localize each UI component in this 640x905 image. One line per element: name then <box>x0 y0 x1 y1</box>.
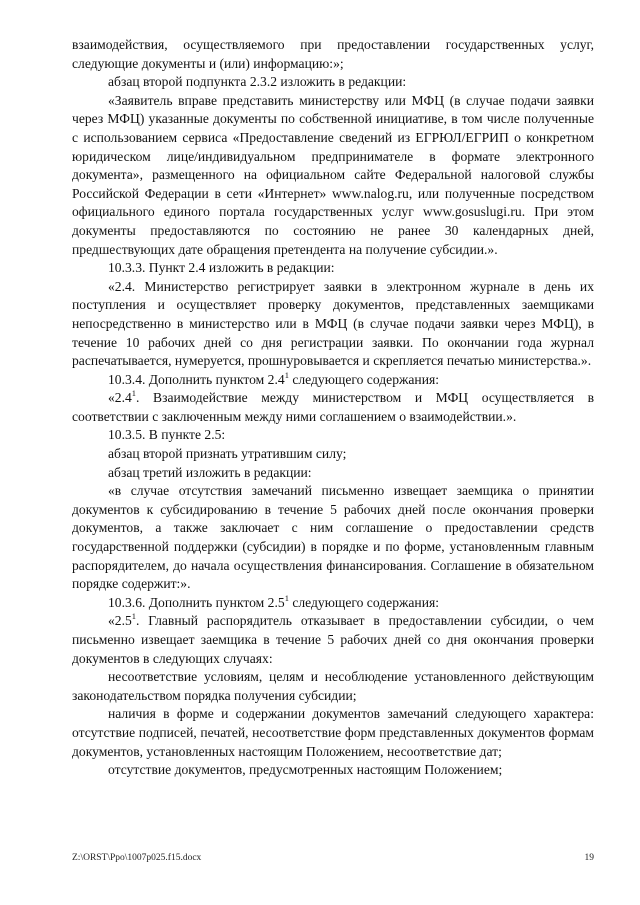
paragraph <box>72 389 594 426</box>
superscript: 1 <box>284 369 289 380</box>
paragraph-text: 10.3.6. Дополнить пунктом 2.5 <box>108 594 285 610</box>
paragraph: 10.3.3. Пункт 2.4 изложить в редакции: <box>108 260 335 276</box>
paragraph: абзац второй признать утратившим силу; <box>108 446 347 462</box>
superscript: 1 <box>284 592 289 603</box>
paragraph: несоответствие условиям, целям и несоблюдение установленного действующим законодательством порядка получения субсидии; <box>72 669 594 703</box>
superscript: 1 <box>131 388 137 399</box>
paragraph: отсутствие документов, предусмотренных настоящим Положением; <box>108 762 503 778</box>
superscript: 1 <box>131 611 137 622</box>
paragraph: наличия в форме и содержании документов замечаний следующего характера: отсутствие подписей, печатей, несоответствие форм представленных документов формам документов, установленных настоящим Положением, несоответствие дат; <box>72 706 594 759</box>
paragraph-text: 10.3.4. Дополнить пунктом 2.4 <box>108 371 285 387</box>
paragraph <box>72 612 594 668</box>
paragraph: «Заявитель вправе представить министерству или МФЦ (в случае подачи заявки через МФЦ) указанные документы по собственной инициативе, в том числе полученные с использованием сервиса «Предоставление сведений из ЕГРЮЛ/ЕГРИП о конкретном юридическом лице/индивидуальном предпринимателе в формате электронного документа», размещенного на официальном сайте Федеральной налоговой службы Российской Федерации в сети «Интернет» www.nalog.ru, или полученные посредством официального единого портала государственных услуг www.gosuslugi.ru. При этом документы предоставляются по состоянию не ранее 30 календарных дней, предшествующих дате обращения претендента на получение субсидии.». <box>72 92 594 257</box>
page-number: 19 <box>584 853 594 863</box>
paragraph-tail: . Взаимодействие между министерством и МФЦ осуществляется в соответствии с заключенным между ними соглашением о взаимодействии.». <box>72 390 594 424</box>
file-path: Z:\ORST\Ppo\1007p025.f15.docx <box>72 853 202 863</box>
paragraph-text: «2.4 <box>108 390 132 406</box>
paragraph-tail: следующего содержания: <box>288 371 439 387</box>
paragraph: абзац третий изложить в редакции: <box>108 464 312 480</box>
paragraph <box>72 371 594 390</box>
document-body <box>72 36 594 780</box>
paragraph-tail: следующего содержания: <box>288 594 439 610</box>
paragraph-tail: . Главный распорядитель отказывает в предоставлении субсидии, о чем письменно извещает заемщика в течение 5 рабочих дней со дня окончания проверки документов в следующих случаях: <box>72 613 594 666</box>
paragraph-text: «2.5 <box>108 613 132 629</box>
paragraph: «в случае отсутствия замечаний письменно извещает заемщика о принятии документов к субсидированию в течение 5 рабочих дней после окончания проверки документов, а также заключает с ним соглашение о предоставлении средств государственной поддержки (субсидии) в порядке и по форме, установленным главным распорядителем, до начала осуществления финансирования. Соглашение в обязательном порядке содержит:». <box>72 483 594 592</box>
paragraph: абзац второй подпункта 2.3.2 изложить в редакции: <box>108 74 407 90</box>
paragraph: «2.4. Министерство регистрирует заявки в электронном журнале в день их поступления и осуществляет проверку документов, представленных заемщиками непосредственно в министерство или в МФЦ (в случае подачи заявки через МФЦ), в течение 10 рабочих дней со дня регистрации заявки. По окончании года журнал распечатывается, нумеруется, прошнуровывается и скрепляется печатью министерства.». <box>72 278 594 369</box>
paragraph: 10.3.5. В пункте 2.5: <box>108 427 226 443</box>
paragraph <box>72 594 594 613</box>
paragraph: взаимодействия, осуществляемого при предоставлении государственных услуг, следующие документы и (или) информацию:»; <box>72 37 594 71</box>
